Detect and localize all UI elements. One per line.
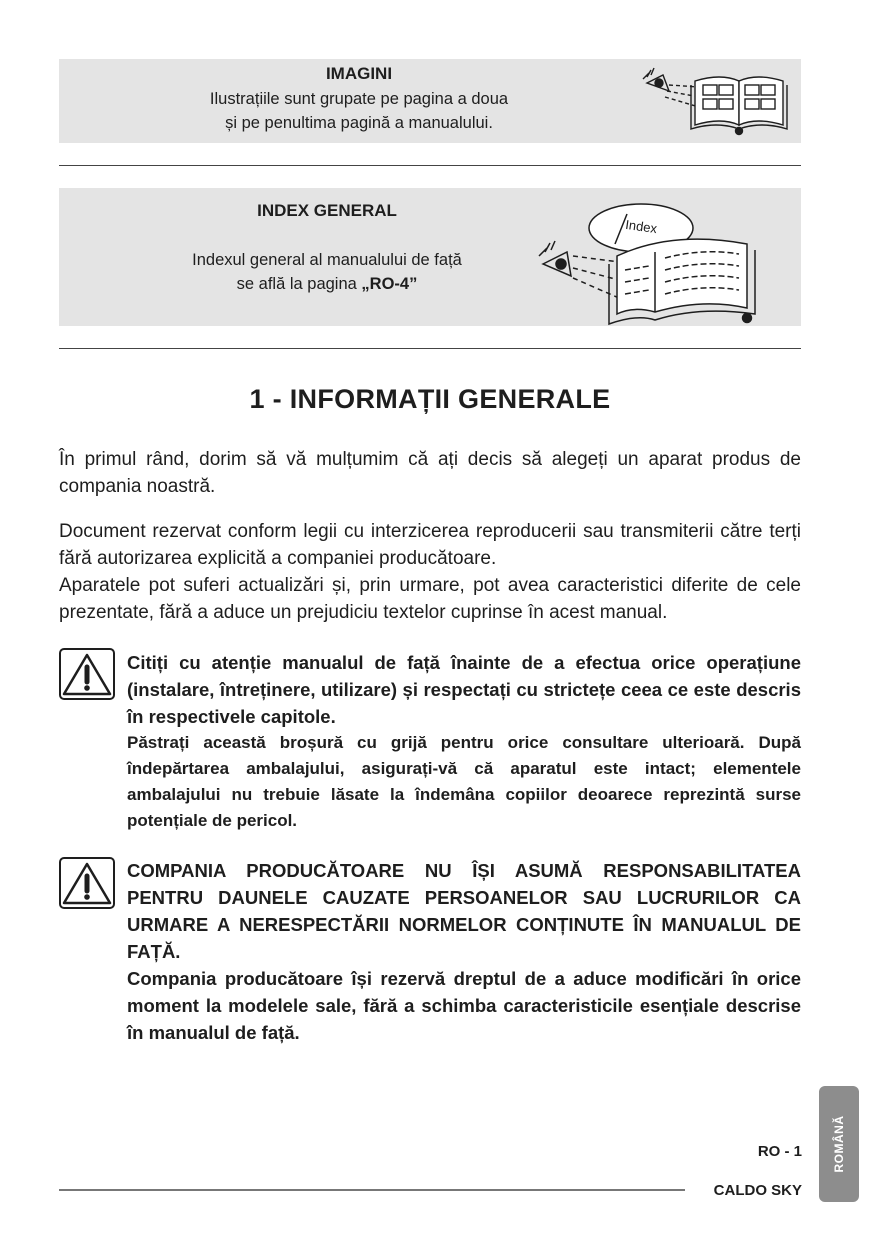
index-page-ref: „RO-4”	[361, 275, 418, 293]
index-book-eye-icon	[533, 194, 793, 326]
section-title: 1 - INFORMAȚII GENERALE	[249, 384, 611, 414]
intro-paragraph: În primul rând, dorim să vă mulțumim că ați decis să alegeți un aparat produs de compania noastră.	[59, 449, 801, 497]
warning-2-main: COMPANIA PRODUCĂTOARE NU ÎȘI ASUMĂ RESPONSABILITATEA PENTRU DAUNELE CAUZATE PERSOANELOR SAU LUCRURILOR CA URMARE A NERESPECTĂRII NORMELOR CONȚINUTE ÎN MANUALUL DE FAȚĂ.	[127, 860, 801, 962]
warning-2	[127, 857, 801, 1046]
language-tab-label: ROMÂNĂ	[832, 1115, 846, 1173]
warning-1-sub: Păstrați această broșură cu grijă pentru orice consultare ulterioară. După îndepărtarea ambalajului, asigurați-vă că aparatul este intact; elementele ambalajului nu trebuie lăsate la îndemâna copiilor deoarece reprezintă surse potențiale de pericol.	[127, 733, 801, 830]
warning-1-main: Citiți cu atenție manualul de față înainte de a efectua orice operațiune (instalare, întreținere, utilizare) și respectați cu strictețe ceea ce este descris în respectivele capitole.	[127, 652, 801, 727]
images-line-1: Ilustrațiile sunt grupate pe pagina a doua	[209, 90, 509, 108]
copyright-paragraph: Document rezervat conform legii cu interzicerea reproducerii sau transmiterii către terți fără autorizarea explicită a companiei producătoare.	[59, 521, 801, 569]
index-line-1: Indexul general al manualului de față	[192, 251, 462, 269]
warning-1	[127, 649, 801, 834]
page-number: RO - 1	[757, 1143, 802, 1160]
images-title: IMAGINI	[325, 64, 393, 83]
product-name: CALDO SKY	[713, 1182, 802, 1199]
footer-divider	[59, 1189, 685, 1191]
index-text	[59, 248, 595, 296]
warning-triangle-icon	[59, 857, 115, 909]
warning-triangle-icon	[59, 648, 115, 700]
divider	[59, 348, 801, 349]
images-line-2: și pe penultima pagină a manualului.	[225, 114, 493, 132]
language-tab	[819, 1086, 859, 1202]
images-info-box	[59, 59, 801, 143]
images-text	[59, 87, 659, 135]
index-bubble-label: Index	[624, 216, 659, 237]
index-title: INDEX GENERAL	[257, 201, 397, 220]
index-info-box	[59, 188, 801, 326]
divider	[59, 165, 801, 166]
index-line-2: se află la pagina „RO-4”	[236, 275, 418, 293]
updates-paragraph: Aparatele pot suferi actualizări și, prin urmare, pot avea caracteristici diferite de cele prezentate, fără a aduce un prejudiciu textelor cuprinse în acest manual.	[59, 575, 801, 623]
open-book-eye-icon	[629, 65, 801, 137]
warning-2-sub: Compania producătoare își rezervă dreptul de a aduce modificări în orice moment la modelele sale, fără a schimba caracteristicile esențiale descrise în manualul de față.	[127, 968, 801, 1043]
